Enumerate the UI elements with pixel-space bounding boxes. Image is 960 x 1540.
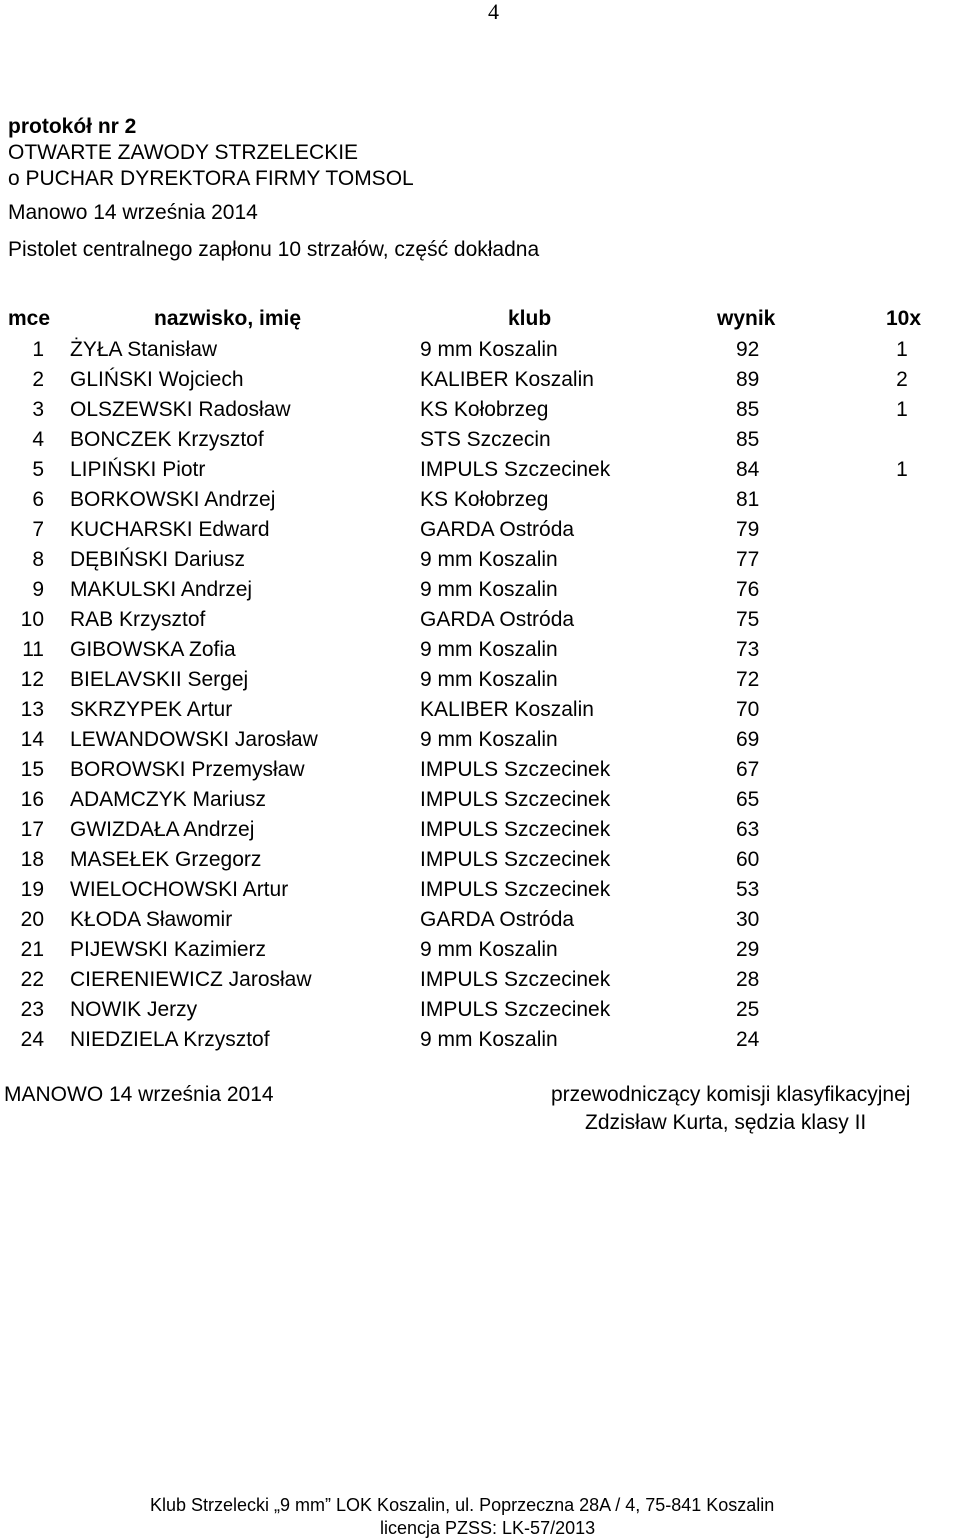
cell-club: IMPULS Szczecinek bbox=[420, 758, 611, 781]
table-row bbox=[0, 366, 960, 396]
cell-club: 9 mm Koszalin bbox=[420, 548, 558, 571]
cell-score: 67 bbox=[736, 758, 760, 781]
table-row bbox=[0, 576, 960, 606]
cell-name: ŻYŁA Stanisław bbox=[70, 338, 218, 361]
cell-score: 63 bbox=[736, 818, 760, 841]
cell-place: 20 bbox=[20, 908, 44, 931]
cell-name: KUCHARSKI Edward bbox=[70, 518, 270, 541]
cell-place: 24 bbox=[20, 1028, 44, 1051]
cell-score: 53 bbox=[736, 878, 760, 901]
cell-place: 7 bbox=[32, 518, 44, 541]
event-title-line1: OTWARTE ZAWODY STRZELECKIE bbox=[8, 141, 359, 164]
cell-club: IMPULS Szczecinek bbox=[420, 818, 611, 841]
table-row bbox=[0, 606, 960, 636]
table-row bbox=[0, 786, 960, 816]
cell-score: 85 bbox=[736, 428, 760, 451]
cell-name: BORKOWSKI Andrzej bbox=[70, 488, 276, 511]
table-row bbox=[0, 936, 960, 966]
results-table bbox=[0, 336, 960, 1056]
table-row bbox=[0, 906, 960, 936]
table-row bbox=[0, 456, 960, 486]
cell-score: 84 bbox=[736, 458, 760, 481]
cell-score: 92 bbox=[736, 338, 760, 361]
cell-score: 29 bbox=[736, 938, 760, 961]
column-header-tens: 10x bbox=[886, 307, 922, 330]
cell-place: 2 bbox=[32, 368, 44, 391]
table-row bbox=[0, 726, 960, 756]
cell-club: STS Szczecin bbox=[420, 428, 551, 451]
cell-score: 24 bbox=[736, 1028, 760, 1051]
page-number: 4 bbox=[488, 0, 499, 24]
cell-club: KALIBER Koszalin bbox=[420, 698, 594, 721]
competition-name: Pistolet centralnego zapłonu 10 strzałów, część dokładna bbox=[8, 238, 540, 261]
cell-name: GIBOWSKA Zofia bbox=[70, 638, 236, 661]
cell-name: NIEDZIELA Krzysztof bbox=[70, 1028, 270, 1051]
cell-name: MASEŁEK Grzegorz bbox=[70, 848, 262, 871]
cell-score: 70 bbox=[736, 698, 760, 721]
column-header-place: mce bbox=[8, 307, 51, 330]
cell-place: 11 bbox=[22, 638, 44, 661]
cell-name: ADAMCZYK Mariusz bbox=[70, 788, 267, 811]
cell-name: GWIZDAŁA Andrzej bbox=[70, 818, 255, 841]
table-row bbox=[0, 666, 960, 696]
cell-name: RAB Krzysztof bbox=[70, 608, 206, 631]
event-place-date: Manowo 14 września 2014 bbox=[8, 201, 258, 224]
cell-club: KALIBER Koszalin bbox=[420, 368, 594, 391]
cell-score: 81 bbox=[736, 488, 760, 511]
cell-place: 19 bbox=[20, 878, 44, 901]
cell-score: 73 bbox=[736, 638, 760, 661]
cell-place: 4 bbox=[32, 428, 44, 451]
table-row bbox=[0, 486, 960, 516]
cell-score: 72 bbox=[736, 668, 760, 691]
signature-person: Zdzisław Kurta, sędzia klasy II bbox=[585, 1111, 867, 1134]
cell-name: PIJEWSKI Kazimierz bbox=[70, 938, 267, 961]
cell-score: 60 bbox=[736, 848, 760, 871]
column-header-club: klub bbox=[508, 307, 552, 330]
cell-place: 21 bbox=[20, 938, 44, 961]
table-row bbox=[0, 636, 960, 666]
cell-place: 13 bbox=[20, 698, 44, 721]
cell-club: IMPULS Szczecinek bbox=[420, 998, 611, 1021]
column-header-name: nazwisko, imię bbox=[154, 307, 302, 330]
cell-place: 22 bbox=[20, 968, 44, 991]
table-row bbox=[0, 696, 960, 726]
cell-club: IMPULS Szczecinek bbox=[420, 968, 611, 991]
table-row bbox=[0, 966, 960, 996]
club-address: Klub Strzelecki „9 mm” LOK Koszalin, ul. Poprzeczna 28A / 4, 75-841 Koszalin bbox=[150, 1495, 775, 1515]
cell-club: 9 mm Koszalin bbox=[420, 578, 558, 601]
table-row bbox=[0, 996, 960, 1026]
cell-score: 76 bbox=[736, 578, 760, 601]
signature-place-date: MANOWO 14 września 2014 bbox=[4, 1083, 274, 1106]
cell-score: 30 bbox=[736, 908, 760, 931]
cell-place: 12 bbox=[20, 668, 44, 691]
cell-place: 1 bbox=[32, 338, 44, 361]
table-row bbox=[0, 336, 960, 366]
cell-score: 65 bbox=[736, 788, 760, 811]
cell-place: 23 bbox=[20, 998, 44, 1021]
cell-place: 17 bbox=[20, 818, 44, 841]
cell-place: 15 bbox=[20, 758, 44, 781]
cell-club: IMPULS Szczecinek bbox=[420, 458, 611, 481]
club-license: licencja PZSS: LK-57/2013 bbox=[380, 1518, 596, 1538]
cell-club: IMPULS Szczecinek bbox=[420, 878, 611, 901]
cell-name: DĘBIŃSKI Dariusz bbox=[70, 548, 246, 571]
cell-name: LEWANDOWSKI Jarosław bbox=[70, 728, 318, 751]
cell-name: LIPIŃSKI Piotr bbox=[70, 458, 206, 481]
cell-name: CIERENIEWICZ Jarosław bbox=[70, 968, 312, 991]
cell-score: 75 bbox=[736, 608, 760, 631]
table-row bbox=[0, 1026, 960, 1056]
cell-place: 18 bbox=[20, 848, 44, 871]
table-row bbox=[0, 426, 960, 456]
cell-score: 25 bbox=[736, 998, 760, 1021]
cell-club: 9 mm Koszalin bbox=[420, 938, 558, 961]
cell-score: 69 bbox=[736, 728, 760, 751]
table-row bbox=[0, 816, 960, 846]
cell-place: 8 bbox=[32, 548, 44, 571]
cell-club: IMPULS Szczecinek bbox=[420, 848, 611, 871]
cell-name: SKRZYPEK Artur bbox=[70, 698, 233, 721]
cell-name: OLSZEWSKI Radosław bbox=[70, 398, 291, 421]
results-table-header bbox=[0, 307, 960, 335]
cell-club: 9 mm Koszalin bbox=[420, 728, 558, 751]
cell-name: BOROWSKI Przemysław bbox=[70, 758, 305, 781]
cell-place: 16 bbox=[20, 788, 44, 811]
cell-tens: 1 bbox=[896, 398, 908, 421]
cell-name: MAKULSKI Andrzej bbox=[70, 578, 253, 601]
cell-club: GARDA Ostróda bbox=[420, 518, 575, 541]
cell-tens: 1 bbox=[896, 458, 908, 481]
table-row bbox=[0, 846, 960, 876]
cell-tens: 2 bbox=[896, 368, 908, 391]
cell-club: 9 mm Koszalin bbox=[420, 638, 558, 661]
cell-name: KŁODA Sławomir bbox=[70, 908, 233, 931]
cell-club: 9 mm Koszalin bbox=[420, 338, 558, 361]
cell-club: KS Kołobrzeg bbox=[420, 398, 549, 421]
cell-club: GARDA Ostróda bbox=[420, 608, 575, 631]
cell-tens: 1 bbox=[896, 338, 908, 361]
cell-score: 77 bbox=[736, 548, 760, 571]
cell-place: 3 bbox=[32, 398, 44, 421]
table-row bbox=[0, 396, 960, 426]
cell-name: NOWIK Jerzy bbox=[70, 998, 198, 1021]
cell-score: 79 bbox=[736, 518, 760, 541]
cell-club: 9 mm Koszalin bbox=[420, 1028, 558, 1051]
table-row bbox=[0, 516, 960, 546]
cell-club: GARDA Ostróda bbox=[420, 908, 575, 931]
cell-place: 10 bbox=[20, 608, 44, 631]
cell-place: 9 bbox=[32, 578, 44, 601]
event-title-line2: o PUCHAR DYREKTORA FIRMY TOMSOL bbox=[8, 167, 414, 190]
table-row bbox=[0, 756, 960, 786]
cell-club: 9 mm Koszalin bbox=[420, 668, 558, 691]
signature-role: przewodniczący komisji klasyfikacyjnej bbox=[551, 1083, 911, 1106]
cell-score: 28 bbox=[736, 968, 760, 991]
column-header-score: wynik bbox=[717, 307, 776, 330]
cell-name: GLIŃSKI Wojciech bbox=[70, 368, 244, 391]
cell-score: 85 bbox=[736, 398, 760, 421]
cell-score: 89 bbox=[736, 368, 760, 391]
table-row bbox=[0, 546, 960, 576]
cell-name: BIELAVSKII Sergej bbox=[70, 668, 249, 691]
table-row bbox=[0, 876, 960, 906]
protocol-title: protokół nr 2 bbox=[8, 115, 137, 138]
cell-name: BONCZEK Krzysztof bbox=[70, 428, 264, 451]
cell-club: KS Kołobrzeg bbox=[420, 488, 549, 511]
cell-place: 5 bbox=[32, 458, 44, 481]
cell-name: WIELOCHOWSKI Artur bbox=[70, 878, 289, 901]
cell-club: IMPULS Szczecinek bbox=[420, 788, 611, 811]
cell-place: 14 bbox=[20, 728, 44, 751]
cell-place: 6 bbox=[32, 488, 44, 511]
